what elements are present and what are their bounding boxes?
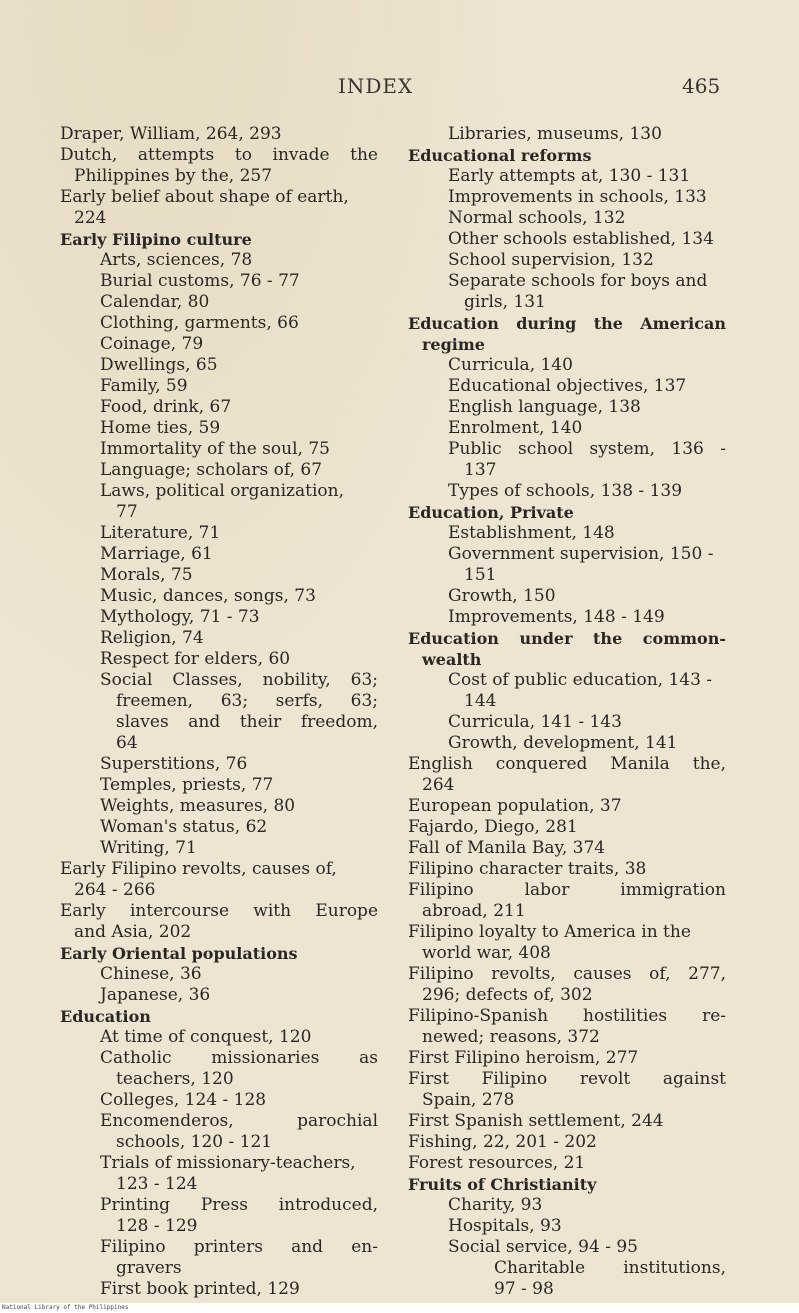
index-entry: Calendar, 80	[100, 292, 210, 312]
index-entry: Music, dances, songs, 73	[100, 586, 316, 606]
page-number: 465	[682, 74, 721, 98]
index-entry: Improvements, 148 - 149	[448, 607, 665, 627]
index-entry: Philippines by the, 257	[74, 166, 273, 186]
index-entry: Libraries, museums, 130	[448, 124, 662, 144]
index-entry: Literature, 71	[100, 523, 221, 543]
index-entry: teachers, 120	[116, 1069, 234, 1089]
index-entry: Fishing, 22, 201 - 202	[408, 1132, 597, 1152]
index-entry: First Filipino revolt against	[408, 1069, 726, 1089]
index-entry: Cost of public education, 143 -	[448, 670, 713, 690]
index-entry: Clothing, garments, 66	[100, 313, 299, 333]
index-entry: 137	[464, 460, 497, 480]
index-entry: 151	[464, 565, 497, 585]
index-entry: Enrolment, 140	[448, 418, 583, 438]
index-entry: Morals, 75	[100, 565, 193, 585]
index-heading: Fruits of Christianity	[408, 1175, 597, 1194]
index-entry: Temples, priests, 77	[100, 775, 274, 795]
index-entry: Laws, political organization,	[100, 481, 344, 501]
index-entry: Separate schools for boys and	[448, 271, 708, 291]
index-entry: Early Filipino revolts, causes of,	[60, 859, 337, 879]
index-entry: Filipino printers and en-	[100, 1237, 378, 1257]
index-entry: Filipino labor immigration	[408, 880, 726, 900]
index-entry: Filipino character traits, 38	[408, 859, 647, 879]
index-entry: Establishment, 148	[448, 523, 615, 543]
index-entry: Fajardo, Diego, 281	[408, 817, 578, 837]
index-entry: Family, 59	[100, 376, 188, 396]
index-entry: Arts, sciences, 78	[100, 250, 253, 270]
index-entry: slaves and their freedom,	[116, 712, 378, 732]
index-entry: 296; defects of, 302	[422, 985, 593, 1005]
index-entry: First book printed, 129	[100, 1279, 300, 1299]
index-entry: Dwellings, 65	[100, 355, 218, 375]
index-heading: Education	[60, 1007, 151, 1026]
index-heading: Education under the common-	[408, 629, 726, 648]
index-entry: Spain, 278	[422, 1090, 515, 1110]
index-entry: Burial customs, 76 - 77	[100, 271, 300, 291]
index-entry: 224	[74, 208, 107, 228]
index-column-left	[60, 124, 378, 1300]
index-entry: Filipino loyalty to America in the	[408, 922, 691, 942]
page-title: INDEX	[338, 74, 414, 98]
index-entry: schools, 120 - 121	[116, 1132, 273, 1152]
index-entry: Early belief about shape of earth,	[60, 187, 349, 207]
index-entry: 77	[116, 502, 138, 522]
index-entry: Woman's status, 62	[100, 817, 268, 837]
index-entry: First Filipino heroism, 277	[408, 1048, 639, 1068]
index-entry: girls, 131	[464, 292, 546, 312]
index-entry: Charitable institutions,	[494, 1258, 726, 1278]
index-heading: Early Oriental populations	[60, 944, 298, 963]
index-entry: abroad, 211	[422, 901, 526, 921]
index-entry: 128 - 129	[116, 1216, 198, 1236]
index-entry: Social service, 94 - 95	[448, 1237, 638, 1257]
index-entry: Curricula, 141 - 143	[448, 712, 622, 732]
index-entry: Chinese, 36	[100, 964, 202, 984]
index-entry: Filipino-Spanish hostilities re-	[408, 1006, 726, 1026]
index-entry: Japanese, 36	[100, 985, 211, 1005]
index-entry: Educational objectives, 137	[448, 376, 687, 396]
index-entry: Fall of Manila Bay, 374	[408, 838, 606, 858]
index-entry: gravers	[116, 1258, 182, 1278]
index-entry: newed; reasons, 372	[422, 1027, 600, 1047]
index-entry: freemen, 63; serfs, 63;	[116, 691, 378, 711]
index-entry: 264 - 266	[74, 880, 156, 900]
index-entry: Writing, 71	[100, 838, 197, 858]
index-entry: European population, 37	[408, 796, 622, 816]
index-heading: Early Filipino culture	[60, 230, 252, 249]
index-entry: At time of conquest, 120	[100, 1027, 312, 1047]
library-footer: National Library of the Philippines	[0, 1303, 799, 1313]
index-entry: Printing Press introduced,	[100, 1195, 378, 1215]
index-entry: Religion, 74	[100, 628, 204, 648]
index-entry: Food, drink, 67	[100, 397, 232, 417]
index-entry: Marriage, 61	[100, 544, 213, 564]
index-entry: Immortality of the soul, 75	[100, 439, 330, 459]
index-entry: Coinage, 79	[100, 334, 204, 354]
index-entry: Normal schools, 132	[448, 208, 626, 228]
index-heading: wealth	[422, 650, 482, 669]
index-entry: Draper, William, 264, 293	[60, 124, 282, 144]
index-entry: Charity, 93	[448, 1195, 543, 1215]
index-entry: Colleges, 124 - 128	[100, 1090, 267, 1110]
index-entry: 97 - 98	[494, 1279, 554, 1299]
index-entry: 64	[116, 733, 138, 753]
index-entry: world war, 408	[422, 943, 551, 963]
index-entry: Language; scholars of, 67	[100, 460, 323, 480]
index-entry: Respect for elders, 60	[100, 649, 291, 669]
index-entry: Dutch, attempts to invade the	[60, 145, 378, 165]
index-heading: Educational reforms	[408, 146, 592, 165]
index-entry: Social Classes, nobility, 63;	[100, 670, 378, 690]
index-entry: 264	[422, 775, 455, 795]
index-entry: Improvements in schools, 133	[448, 187, 707, 207]
index-column-right	[408, 124, 726, 1300]
index-entry: Government supervision, 150 -	[448, 544, 714, 564]
index-entry: Catholic missionaries as	[100, 1048, 378, 1068]
page-header	[0, 74, 799, 100]
index-entry: Public school system, 136 -	[448, 439, 726, 459]
index-heading: Education during the American	[408, 314, 726, 333]
index-entry: School supervision, 132	[448, 250, 654, 270]
index-entry: Filipino revolts, causes of, 277,	[408, 964, 726, 984]
index-heading: Education, Private	[408, 503, 574, 522]
index-entry: Early intercourse with Europe	[60, 901, 378, 921]
index-entry: Types of schools, 138 - 139	[448, 481, 683, 501]
index-entry: First Spanish settlement, 244	[408, 1111, 664, 1131]
index-entry: Growth, 150	[448, 586, 556, 606]
index-entry: 144	[464, 691, 497, 711]
index-entry: Home ties, 59	[100, 418, 221, 438]
index-entry: Curricula, 140	[448, 355, 573, 375]
index-heading: regime	[422, 335, 485, 354]
index-entry: Other schools established, 134	[448, 229, 714, 249]
index-entry: 123 - 124	[116, 1174, 198, 1194]
index-entry: and Asia, 202	[74, 922, 192, 942]
index-entry: Mythology, 71 - 73	[100, 607, 260, 627]
index-entry: English conquered Manila the,	[408, 754, 726, 774]
index-entry: Early attempts at, 130 - 131	[448, 166, 691, 186]
index-entry: Forest resources, 21	[408, 1153, 586, 1173]
index-entry: Encomenderos, parochial	[100, 1111, 378, 1131]
index-entry: Hospitals, 93	[448, 1216, 562, 1236]
index-entry: Weights, measures, 80	[100, 796, 296, 816]
index-entry: Growth, development, 141	[448, 733, 678, 753]
index-entry: English language, 138	[448, 397, 641, 417]
index-entry: Trials of missionary-teachers,	[100, 1153, 356, 1173]
index-entry: Superstitions, 76	[100, 754, 248, 774]
